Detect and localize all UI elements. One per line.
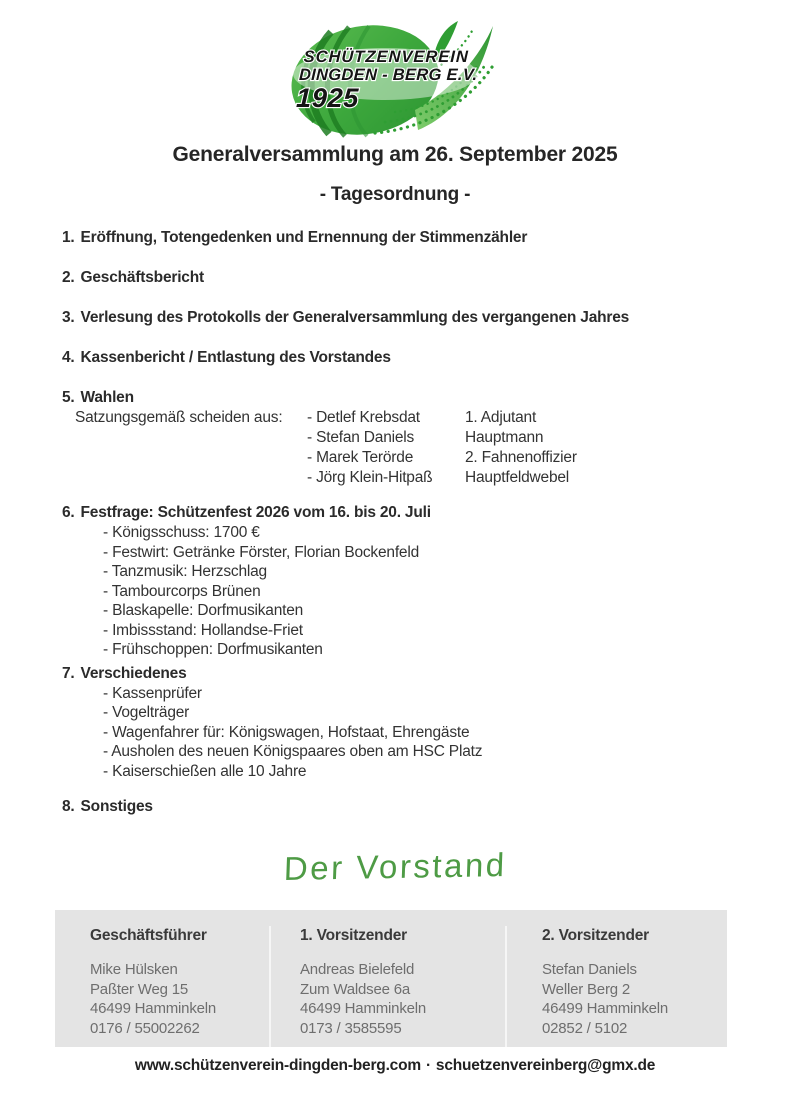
contact-phone: 0173 / 3585595: [300, 1019, 402, 1037]
club-logo-graphic: [285, 18, 505, 138]
item-title: Geschäftsbericht: [80, 269, 204, 286]
sub-item: - Kassenprüfer: [103, 684, 202, 702]
item-number: 3.: [62, 309, 75, 326]
email-text: schuetzenvereinberg@gmx.de: [435, 1057, 656, 1074]
sub-item: - Tanzmusik: Herzschlag: [103, 563, 267, 580]
item-number: 2.: [62, 269, 75, 286]
contact-name: Stefan Daniels: [542, 961, 637, 978]
contact-street: Zum Waldsee 6a: [300, 980, 411, 998]
contact-role: 2. Vorsitzender: [542, 927, 649, 944]
item-number: 5.: [62, 389, 75, 406]
retiring-names: [307, 408, 465, 488]
retiring-table: [75, 408, 754, 488]
contact-column-2-vorsitzender: [505, 926, 727, 1047]
contact-phone: 02852 / 5102: [542, 1019, 628, 1037]
vorstand-signature-text: Der Vorstand: [282, 846, 508, 887]
footer-contact-line: [0, 1057, 790, 1075]
retiring-rank: 1. Adjutant: [465, 409, 537, 426]
vorstand-signature: [0, 848, 790, 886]
item-title: Verlesung des Protokolls der Generalversammlung des vergangenen Jahres: [80, 309, 630, 326]
sub-item: - Kaiserschießen alle 10 Jahre: [103, 762, 307, 780]
sub-item: - Tambourcorps Brünen: [103, 582, 261, 600]
page-subtitle: - Tagesordnung -: [319, 184, 471, 205]
retiring-ranks: [465, 408, 754, 488]
item-title: Festfrage: Schützenfest 2026 vom 16. bis 20. Juli: [80, 504, 431, 521]
logo-year: 1925: [295, 83, 359, 113]
contact-street: Paßter Weg 15: [90, 980, 189, 998]
contact-name: Mike Hülsken: [90, 961, 178, 978]
contact-role: 1. Vorsitzender: [300, 927, 407, 944]
agenda-list: [62, 228, 754, 817]
sub-item: - Blaskapelle: Dorfmusikanten: [103, 602, 304, 619]
contact-role: Geschäftsführer: [90, 927, 207, 944]
website-text: www.schützenverein-dingden-berg.com: [134, 1057, 421, 1074]
agenda-item-7: [62, 664, 754, 782]
page-title: Generalversammlung am 26. September 2025: [172, 143, 618, 166]
logo-line1: SCHÜTZENVEREIN: [303, 48, 468, 66]
item-title: Eröffnung, Totengedenken und Ernennung der Stimmenzähler: [80, 229, 528, 246]
sub-item: - Wagenfahrer für: Königswagen, Hofstaat, Ehrengäste: [103, 723, 470, 741]
agenda-item-8: [62, 797, 754, 817]
item-number: 1.: [62, 229, 75, 246]
retiring-name: - Marek Terörde: [307, 449, 414, 466]
sub-item: - Imbissstand: Hollandse-Friet: [103, 621, 303, 639]
sub-item: - Festwirt: Getränke Förster, Florian Bockenfeld: [103, 543, 420, 561]
contact-street: Weller Berg 2: [542, 980, 630, 998]
item-number: 8.: [62, 798, 75, 815]
contact-city: 46499 Hamminkeln: [542, 1000, 669, 1017]
retiring-intro: Satzungsgemäß scheiden aus:: [75, 409, 283, 426]
agenda-item-4: [62, 348, 754, 368]
retiring-name: - Jörg Klein-Hitpaß: [307, 469, 433, 486]
agenda-item-1: [62, 228, 754, 248]
contact-column-1-vorsitzender: [269, 926, 505, 1047]
club-logo: [0, 18, 790, 138]
contact-box: [55, 910, 727, 1047]
contact-city: 46499 Hamminkeln: [300, 1000, 427, 1017]
agenda-item-5: [62, 388, 754, 488]
retiring-rank: 2. Fahnenoffizier: [465, 449, 577, 466]
festfrage-details: [62, 523, 754, 660]
sub-item: - Vogelträger: [103, 704, 190, 721]
agenda-item-2: [62, 268, 754, 288]
item-number: 7.: [62, 664, 75, 682]
agenda-item-3: [62, 308, 754, 328]
contact-column-geschaeftsfuehrer: [55, 926, 269, 1047]
retiring-name: - Stefan Daniels: [307, 429, 415, 446]
logo-line2: DINGDEN - BERG E.V.: [298, 66, 478, 84]
agenda-item-6: [62, 503, 754, 660]
contact-phone: 0176 / 55002262: [90, 1019, 200, 1037]
item-title: Sonstiges: [80, 798, 153, 815]
item-title: Kassenbericht / Entlastung des Vorstandes: [80, 349, 391, 366]
item-number: 6.: [62, 504, 75, 521]
retiring-name: - Detlef Krebsdat: [307, 409, 420, 426]
sub-item: - Königsschuss: 1700 €: [103, 524, 260, 541]
sub-item: - Ausholen des neuen Königspaares oben am HSC Platz: [103, 743, 483, 760]
footer-separator: ·: [425, 1057, 431, 1074]
retiring-rank: Hauptmann: [465, 429, 544, 446]
item-title: Wahlen: [80, 389, 134, 406]
item-number: 4.: [62, 349, 75, 366]
contact-city: 46499 Hamminkeln: [90, 1000, 217, 1017]
contact-name: Andreas Bielefeld: [300, 961, 415, 978]
verschiedenes-details: [62, 684, 754, 782]
retiring-rank: Hauptfeldwebel: [465, 469, 570, 486]
sub-item: - Frühschoppen: Dorfmusikanten: [103, 641, 323, 658]
item-title: Verschiedenes: [80, 664, 187, 682]
